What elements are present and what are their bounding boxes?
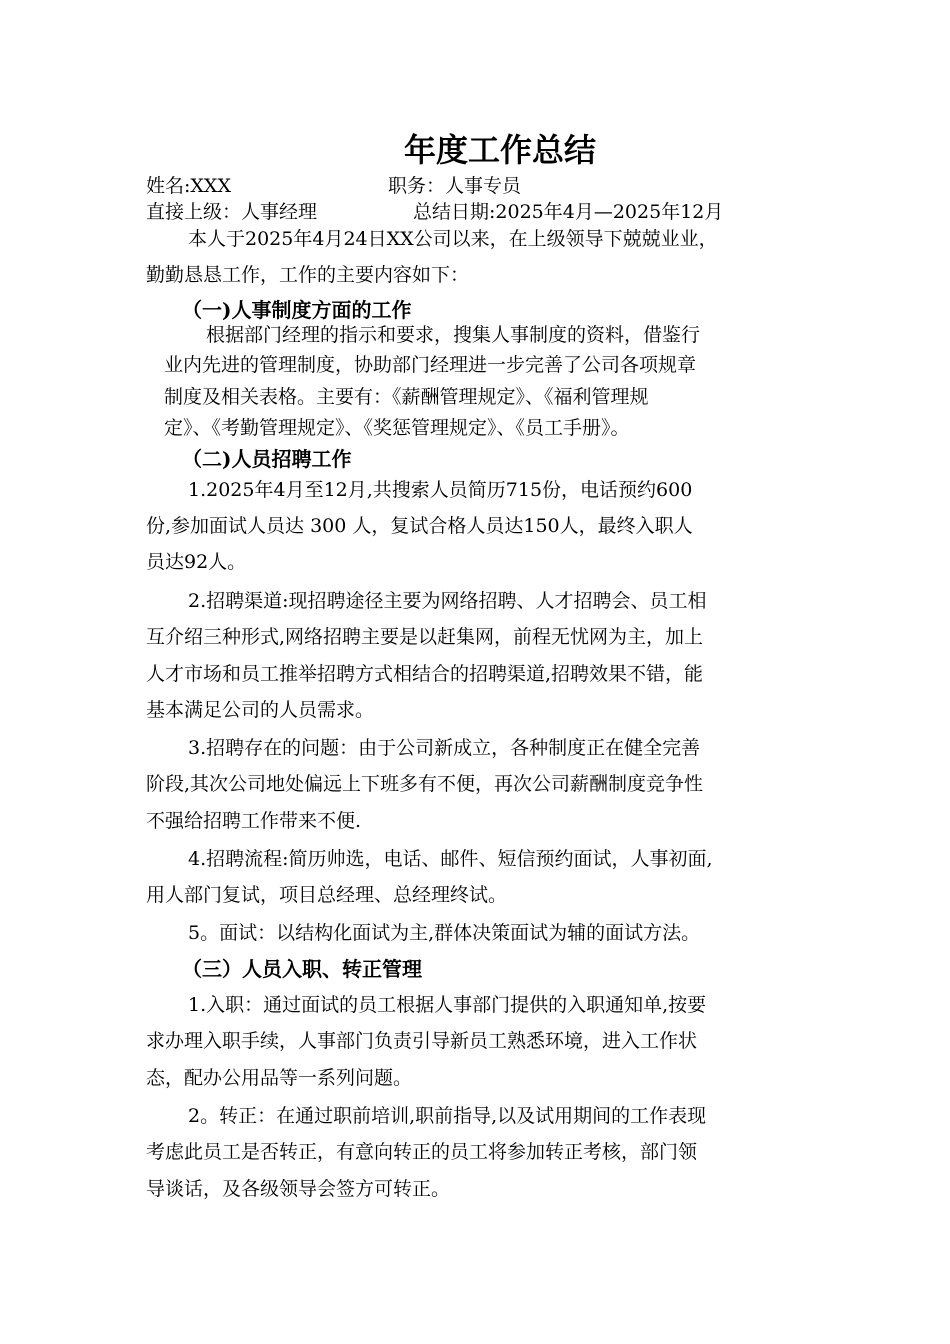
paragraph-line: 用人部门复试，项目总经理、总经理终试。: [146, 884, 508, 906]
section-heading-2: （二)人员招聘工作: [182, 447, 352, 471]
paragraph-line: 基本满足公司的人员需求。: [146, 699, 375, 721]
paragraph-line: 2。转正：在通过职前培训,职前指导,以及试用期间的工作表现: [188, 1105, 707, 1127]
paragraph-line: 4.招聘流程:简历帅选，电话、邮件、短信预约面试，人事初面,: [188, 848, 713, 870]
document-title: 年度工作总结: [404, 131, 597, 169]
paragraph-line: 1.2025年4月至12月,共搜索人员简历715份，电话预约600: [188, 479, 693, 501]
paragraph-line: 1.入职：通过面试的员工根据人事部门提供的入职通知单,按要: [188, 994, 707, 1016]
paragraph-line: 导谈话，及各级领导会签方可转正。: [146, 1178, 451, 1200]
section-heading-1: （一)人事制度方面的工作: [182, 298, 412, 322]
section1-line: 业内先进的管理制度，协助部门经理进一步完善了公司各项规章: [164, 354, 697, 376]
employee-name: 姓名:XXX: [146, 175, 231, 197]
section-heading-3: （三）人员入职、转正管理: [182, 957, 422, 981]
intro-line-2: 勤勤恳恳工作，工作的主要内容如下：: [146, 264, 470, 286]
section1-line: 根据部门经理的指示和要求，搜集人事制度的资料，借鉴行: [206, 324, 701, 346]
paragraph-line: 员达92人。: [146, 551, 247, 573]
paragraph-line: 考虑此员工是否转正，有意向转正的员工将参加转正考核，部门领: [146, 1141, 698, 1163]
summary-date: 总结日期:2025年4月—2025年12月: [413, 201, 724, 223]
paragraph-line: 不强给招聘工作带来不便.: [146, 810, 362, 832]
section1-line: 制度及相关表格。主要有：《薪酬管理规定》、《福利管理规: [164, 386, 649, 408]
intro-line-1: 本人于2025年4月24日XX公司以来，在上级领导下兢兢业业，: [188, 228, 718, 250]
paragraph-line: 阶段,其次公司地处偏远上下班多有不便，再次公司薪酬制度竞争性: [146, 773, 704, 795]
paragraph-line: 互介绍三种形式,网络招聘主要是以赶集网，前程无忧网为主，加上: [146, 626, 704, 648]
direct-supervisor: 直接上级：人事经理: [146, 201, 318, 223]
section1-line: 定》、《考勤管理规定》、《奖惩管理规定》、《员工手册》。: [164, 417, 630, 439]
paragraph-line: 份,参加面试人员达 300 人，复试合格人员达150人，最终入职人: [146, 515, 693, 537]
paragraph-line: 态，配办公用品等一系列问题。: [146, 1067, 413, 1089]
employee-position: 职务：人事专员: [388, 175, 522, 197]
paragraph-line: 5。面试：以结构化面试为主,群体决策面试为辅的面试方法。: [188, 922, 701, 944]
paragraph-line: 求办理入职手续，人事部门负责引导新员工熟悉环境，进入工作状: [146, 1030, 698, 1052]
paragraph-line: 2.招聘渠道:现招聘途径主要为网络招聘、人才招聘会、员工相: [188, 590, 707, 612]
paragraph-line: 3.招聘存在的问题：由于公司新成立，各种制度正在健全完善: [188, 737, 701, 759]
paragraph-line: 人才市场和员工推举招聘方式相结合的招聘渠道,招聘效果不错，能: [146, 663, 704, 685]
